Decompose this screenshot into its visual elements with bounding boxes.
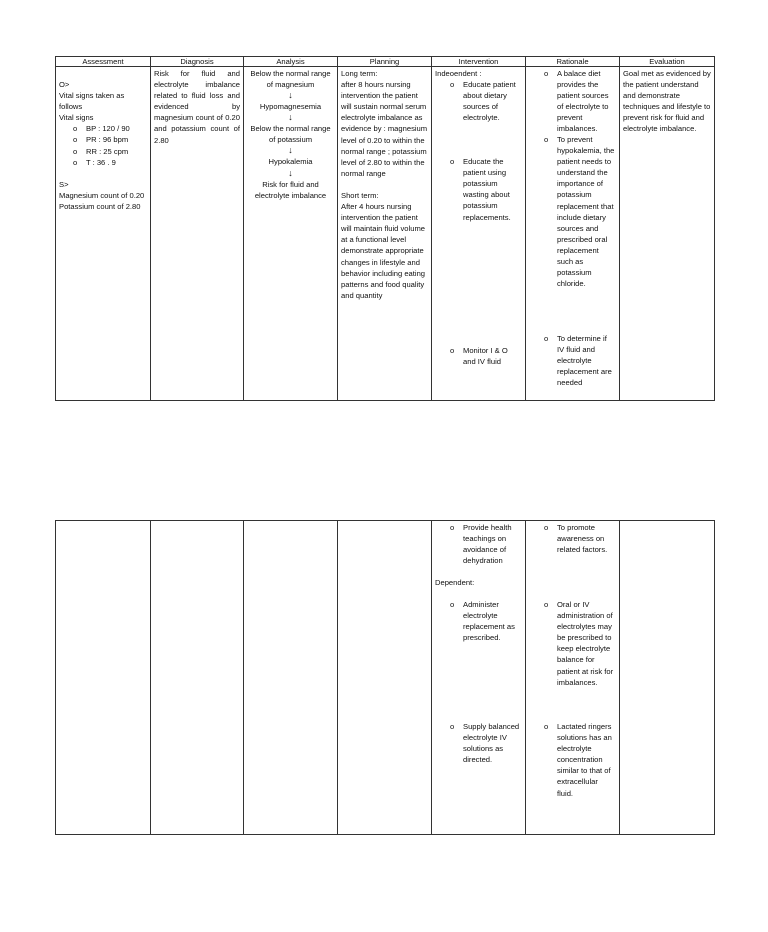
down-arrow-icon: ↓ xyxy=(288,167,293,178)
vital-intro: Vital signs taken as follows xyxy=(59,91,125,112)
list-item: o A balace diet provides the patient sources of electrolyte to prevent imbalances. xyxy=(544,68,616,134)
header-evaluation: Evaluation xyxy=(620,57,715,67)
list-item: o To prevent hypokalemia, the patient needs to understand the importance of potassium replacement that include dietary sources and prescribed oral replacement such as potassium chloride. xyxy=(544,134,616,333)
header-intervention: Intervention xyxy=(432,57,526,67)
intervention-list xyxy=(435,522,522,577)
potassium-count: Potassium count of 2.80 xyxy=(59,201,141,211)
vital-signs-list xyxy=(59,123,147,167)
subjective-label: S> xyxy=(59,179,69,189)
header-rationale: Rationale xyxy=(526,57,620,67)
list-item: o Supply balanced electrolyte IV solutions as directed. xyxy=(450,721,522,765)
vital-rr: o RR : 25 cpm xyxy=(73,146,147,157)
analysis-cell xyxy=(244,67,338,401)
rationale-cell xyxy=(526,67,620,401)
evaluation-cell xyxy=(620,67,715,401)
analysis-step-2: Hypomagnesemia xyxy=(259,102,322,112)
list-item: o Monitor I & O and IV fluid xyxy=(450,345,522,367)
rationale-list xyxy=(529,522,616,799)
list-item: o To promote awareness on related factors. xyxy=(544,522,616,599)
diagnosis-cell-empty xyxy=(151,521,244,835)
assessment-cell-empty xyxy=(56,521,151,835)
table-row xyxy=(56,521,715,835)
vital-temp: o T : 36 . 9 xyxy=(73,157,147,168)
header-row xyxy=(56,57,715,67)
long-term-label: Long term: xyxy=(341,69,378,78)
short-term-text: After 4 hours nursing intervention the patient will maintain fluid volume at a functional level demonstrate appropriate changes in lifestyle and behavior including eating patterns and food quality and quantity xyxy=(341,202,426,300)
analysis-step-3: Below the normal range of potassium xyxy=(250,124,331,145)
evaluation-cell-empty xyxy=(620,521,715,835)
care-plan-table-page-1 xyxy=(55,56,715,401)
list-item: o Provide health teachings on avoidance of dehydration xyxy=(450,522,522,577)
down-arrow-icon: ↓ xyxy=(288,112,293,123)
list-item: o Educate the patient using potassium wasting about potassium replacements. xyxy=(450,156,522,345)
list-item: o To determine if IV fluid and electrolyte replacement are needed xyxy=(544,333,616,388)
planning-cell-empty xyxy=(338,521,432,835)
list-item: o Educate patient about dietary sources of electrolyte. xyxy=(450,79,522,156)
analysis-step-4: Hypokalemia xyxy=(268,157,313,167)
rationale-cell xyxy=(526,521,620,835)
diagnosis-text: Risk for fluid and electrolyte imbalance related to fluid loss and evidenced by magnesium count of 0.20 and potassium count of 2.80 xyxy=(154,69,240,145)
care-plan-table-page-2 xyxy=(55,520,715,835)
header-assessment: Assessment xyxy=(56,57,151,67)
analysis-cell-empty xyxy=(244,521,338,835)
down-arrow-icon: ↓ xyxy=(288,145,293,156)
intervention-cell xyxy=(432,67,526,401)
dependent-list xyxy=(435,599,522,765)
assessment-cell xyxy=(56,67,151,401)
independent-label: Indeoendent : xyxy=(435,69,482,78)
planning-cell xyxy=(338,67,432,401)
list-item: o Oral or IV administration of electrolytes may be prescribed to keep electrolyte balance for patient at risk for imbalances. xyxy=(544,599,616,721)
analysis-step-1: Below the normal range of magnesium xyxy=(250,69,331,90)
magnesium-count: Magnesium count of 0.20 xyxy=(59,190,145,200)
long-term-text: after 8 hours nursing intervention the patient will sustain normal serum electrolyte imbalance as evidence by : magnesium level of 0.20 to within the normal range ; potassium level of 2.80 to within the normal range xyxy=(341,80,428,178)
short-term-label: Short term: xyxy=(341,190,379,200)
dependent-label: Dependent: xyxy=(435,578,475,587)
rationale-list xyxy=(529,68,616,388)
table-row xyxy=(56,67,715,401)
intervention-cell xyxy=(432,521,526,835)
intervention-list xyxy=(435,79,522,367)
objective-label: O> xyxy=(59,80,70,89)
header-analysis: Analysis xyxy=(244,57,338,67)
evaluation-text: Goal met as evidenced by the patient understand and demonstrate techniques and lifestyle to prevent risk for fluid and electrolyte imbalance. xyxy=(623,69,711,134)
header-planning: Planning xyxy=(338,57,432,67)
vital-pr: o PR : 96 bpm xyxy=(73,134,147,145)
diagnosis-cell xyxy=(151,67,244,401)
analysis-step-5: Risk for fluid and electrolyte imbalance xyxy=(254,179,327,200)
header-diagnosis: Diagnosis xyxy=(151,57,244,67)
vital-bp: o BP : 120 / 90 xyxy=(73,123,147,134)
down-arrow-icon: ↓ xyxy=(288,90,293,101)
list-item: o Administer electrolyte replacement as prescribed. xyxy=(450,599,522,721)
vital-label: Vital signs xyxy=(59,113,94,123)
list-item: o Lactated ringers solutions has an electrolyte concentration similar to that of extracellular fluid. xyxy=(544,721,616,799)
